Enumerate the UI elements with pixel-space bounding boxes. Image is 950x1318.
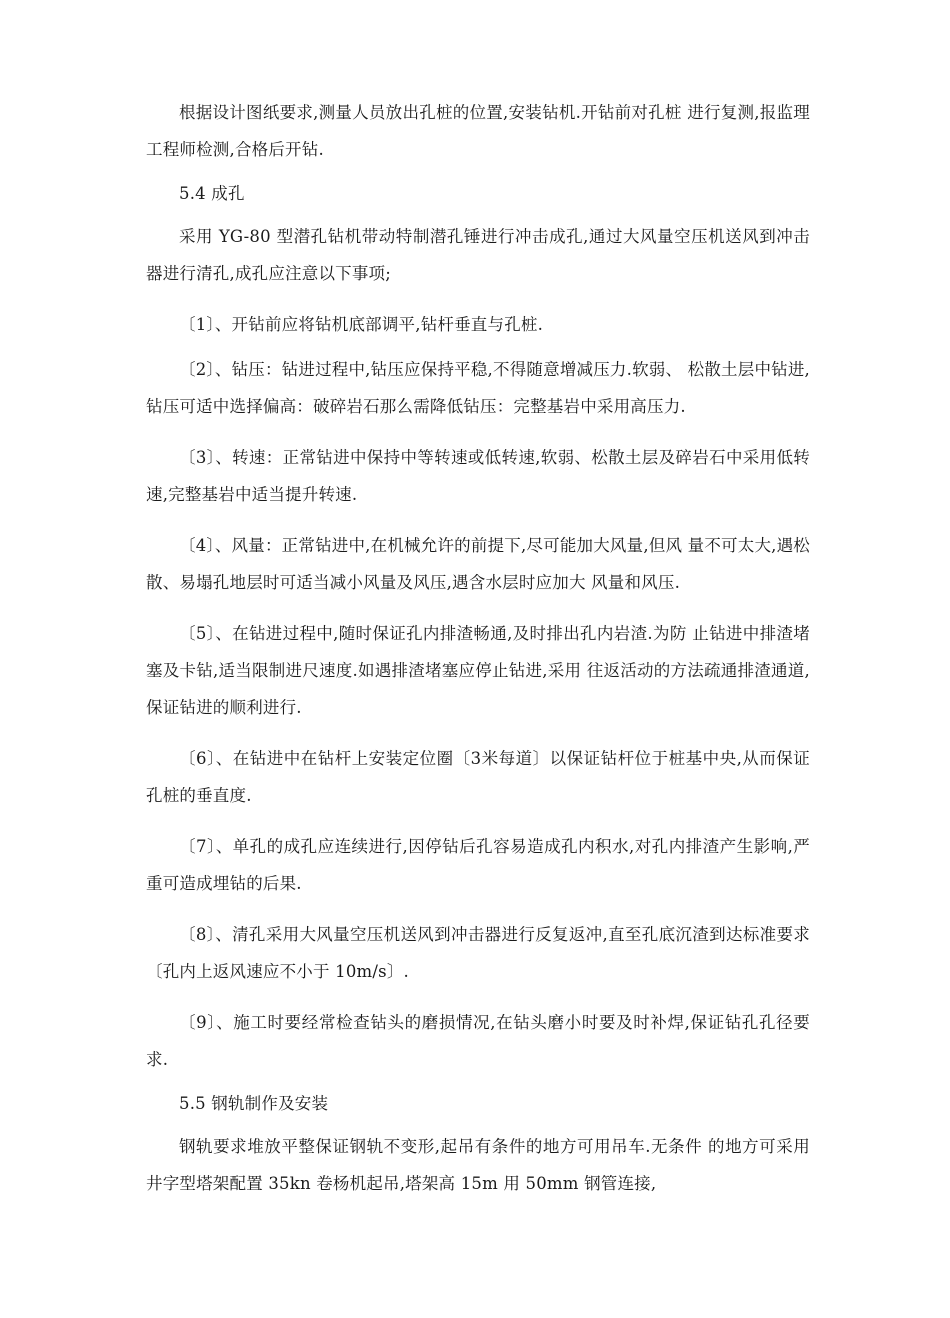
list-item-4: 〔4〕、风量：正常钻进中,在机械允许的前提下,尽可能加大风量,但风 量不可太大,遇松散、易塌孔地层时可适当减小风量及风压,遇含水层时应加大 风量和风压. [146, 536, 810, 592]
paragraph-drilling-method: 采用 YG-80 型潜孔钻机带动特制潜孔锤进行冲击成孔,通过大风量空压机送风到冲击器进行清孔,成孔应注意以下事项; [146, 227, 810, 283]
section-heading-5-4: 5.4 成孔 [179, 184, 245, 203]
list-item-2: 〔2〕、钻压：钻进过程中,钻压应保持平稳,不得随意增减压力.软弱、 松散土层中钻进,钻压可适中选择偏高：破碎岩石那么需降低钻压：完整基岩中采用高压力. [146, 360, 810, 416]
list-item-8: 〔8〕、清孔采用大风量空压机送风到冲击器进行反复返冲,直至孔底沉渣到达标准要求〔孔内上返风速应不小于 10m/s〕. [146, 925, 810, 981]
document-body [146, 94, 810, 1216]
list-item-6: 〔6〕、在钻进中在钻杆上安装定位圈〔3米每道〕以保证钻杆位于桩基中央,从而保证孔桩的垂直度. [146, 749, 810, 805]
list-item-5: 〔5〕、在钻进过程中,随时保证孔内排渣畅通,及时排出孔内岩渣.为防 止钻进中排渣堵塞及卡钻,适当限制进尺速度.如遇排渣堵塞应停止钻进,采用 往返活动的方法疏通排渣通道,保证钻进的顺利进行. [146, 624, 810, 717]
list-item-1: 〔1〕、开钻前应将钻机底部调平,钻杆垂直与孔桩. [179, 315, 544, 334]
list-item-3: 〔3〕、转速：正常钻进中保持中等转速或低转速,软弱、松散土层及碎岩石中采用低转速,完整基岩中适当提升转速. [146, 448, 810, 504]
list-item-7: 〔7〕、单孔的成孔应连续进行,因停钻后孔容易造成孔内积水,对孔内排渣产生影响,严重可造成埋钻的后果. [146, 837, 810, 893]
list-item-9: 〔9〕、施工时要经常检查钻头的磨损情况,在钻头磨小时要及时补焊,保证钻孔孔径要求. [146, 1013, 810, 1069]
paragraph-survey: 根据设计图纸要求,测量人员放出孔桩的位置,安装钻机.开钻前对孔桩 进行复测,报监理工程师检测,合格后开钻. [146, 103, 810, 159]
section-heading-5-5: 5.5 钢轨制作及安装 [179, 1094, 329, 1113]
paragraph-rail-installation: 钢轨要求堆放平整保证钢轨不变形,起吊有条件的地方可用吊车.无条件 的地方可采用井字型塔架配置 35kn 卷杨机起吊,塔架高 15m 用 50mm 钢管连接, [146, 1137, 810, 1193]
